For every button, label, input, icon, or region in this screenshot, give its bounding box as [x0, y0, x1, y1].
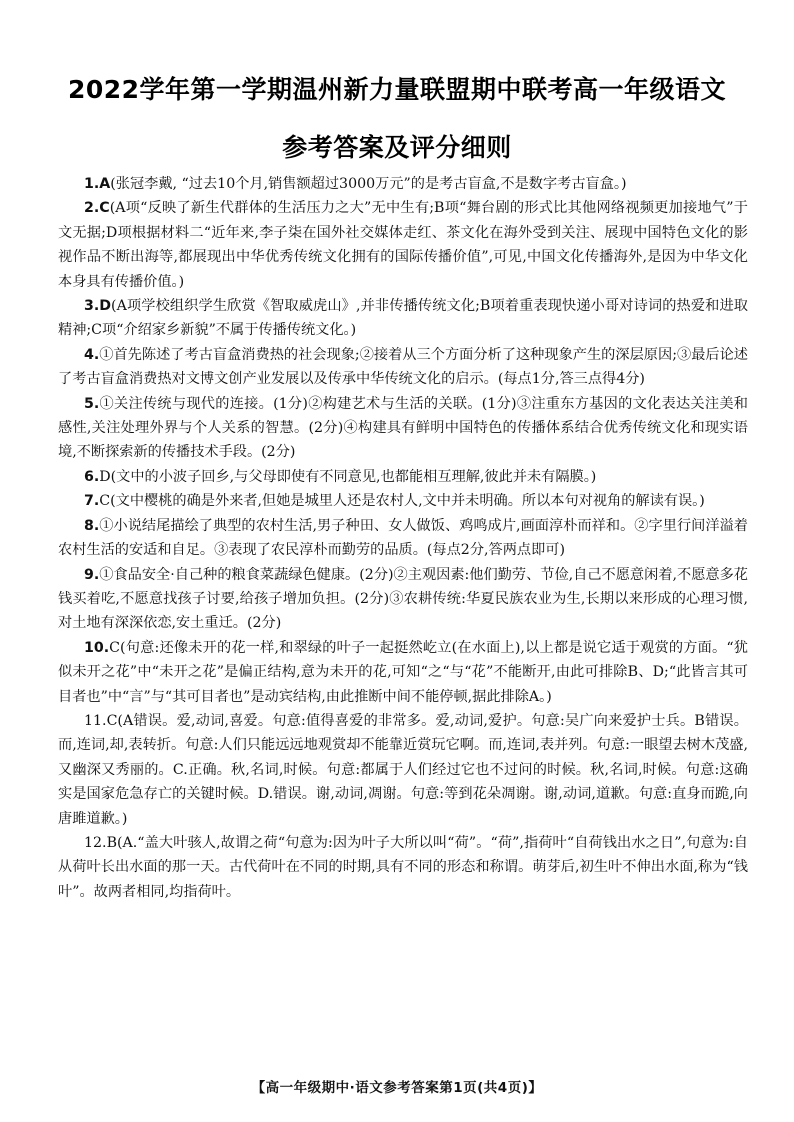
answer-number: 4. — [84, 346, 100, 363]
answer-item-3 — [58, 294, 748, 343]
answer-text: C(A错误。爱,动词,喜爱。句意:值得喜爱的非常多。爱,动词,爱护。句意:吴广向来爱护士兵。B错误。而,连词,却,表转折。句意:人们只能远远地观赏却不能靠近赏玩它啊。而,连词,表并列。句意:一眼望去树木茂盛,又幽深又秀丽的。C.正确。秋,名词,时候。句意:都属于人们经过它也不过问的时候。秋,名词,时候。句意:这确实是国家危急存亡的关键时候。D.错误。谢,动词,凋谢。句意:等到花朵凋谢。谢,动词,道歉。句意:直身而跪,向唐雎道歉。) — [58, 712, 748, 827]
answer-item-7 — [58, 489, 748, 513]
answer-number: 10. — [84, 639, 110, 656]
answer-item-4 — [58, 343, 748, 392]
answer-number: 8. — [84, 517, 100, 534]
answer-item-5 — [58, 392, 748, 465]
answer-number: 2.C — [84, 200, 110, 217]
answer-text: D(文中的小波子回乡,与父母即使有不同意见,也都能相互理解,彼此并未有隔膜。) — [99, 468, 597, 485]
answer-item-9 — [58, 563, 748, 636]
answer-text: (张冠李戴, “过去10个月,销售额超过3000万元”的是考古盲盒,不是数字考古盲盒。) — [110, 176, 627, 192]
answer-number: 7. — [84, 493, 100, 510]
answer-text: ①食品安全·自己种的粮食菜蔬绿色健康。(2分)②主观因素:他们勤劳、节俭,自己不愿意闲着,不愿意多花钱买着吃,不愿意找孩子讨要,给孩子增加负担。(2分)③农耕传统:华夏民族农业为生,长期以来形成的心理习惯,对土地有深深依恋,安土重迁。(2分) — [58, 566, 748, 632]
page-footer: 【高一年级期中·语文参考答案第1页(共4页)】 — [251, 1080, 543, 1096]
answer-text: C(文中樱桃的确是外来者,但她是城里人还是农村人,文中并未明确。所以本句对视角的解读有误。) — [99, 493, 705, 510]
answer-number: 1.A — [84, 176, 111, 192]
answer-item-12 — [58, 831, 748, 904]
answer-item-10 — [58, 636, 748, 709]
answer-text: C(句意:还像未开的花一样,和翠绿的叶子一起挺然屹立(在水面上),以上都是说它适于观赏的方面。“犹似未开之花”中“未开之花”是偏正结构,意为未开的花,可知“之“与“花”不能断开,由此可排除B、D;“此皆言其可目者也”中“言”与“其可目者也”是动宾结构,由此推断中间不能停顿,据此排除A。) — [58, 639, 748, 705]
answer-list — [58, 172, 748, 904]
answer-item-8 — [58, 514, 748, 563]
answer-text: ①首先陈述了考古盲盒消费热的社会现象;②接着从三个方面分析了这种现象产生的深层原因;③最后论述了考古盲盒消费热对文博文创产业发展以及传承中华传统文化的启示。(每点1分,答三点得4分) — [58, 346, 748, 388]
document-subtitle: 参考答案及评分细则 — [282, 133, 512, 162]
answer-number: 3.D — [84, 298, 112, 315]
answer-text: (A项学校组织学生欣赏《智取威虎山》,并非传播传统文化;B项着重表现快递小哥对诗词的热爱和进取精神;C项“介绍家乡新貌”不属于传播传统文化。) — [58, 298, 748, 339]
answer-item-11 — [58, 709, 748, 831]
answer-number: 5. — [84, 395, 100, 412]
answer-number: 6. — [84, 468, 100, 485]
answer-item-2 — [58, 196, 748, 294]
answer-number: 12. — [84, 834, 107, 851]
document-title: 2022学年第一学期温州新力量联盟期中联考高一年级语文 — [67, 75, 727, 104]
answer-text: ①关注传统与现代的连接。(1分)②构建艺术与生活的关联。(1分)③注重东方基因的文化表达关注美和感性,关注处理外界与个人关系的智慧。(2分)④构建具有鲜明中国特色的传播体系结合优秀传统文化和现实语境,不断探索新的传播技术手段。(2分) — [58, 395, 748, 461]
answer-item-1 — [58, 172, 748, 196]
answer-item-6 — [58, 465, 748, 489]
answer-number: 9. — [84, 566, 100, 583]
answer-text: (A项“反映了新生代群体的生活压力之大”无中生有;B项“舞台剧的形式比其他网络视频更加接地气”于文无据;D项根据材料二“近年来,李子柒在国外社交媒体走红、茶文化在海外受到关注、展现中国特色文化的影视作品不断出海等,都展现出中华优秀传统文化拥有的国际传播价值”,可见,中国文化传播海外,是因为中华文化本身具有传播价值。) — [58, 200, 748, 290]
answer-number: 11. — [84, 712, 107, 729]
answer-text: B(A.“盖大叶骇人,故谓之荷“句意为:因为叶子大所以叫“荷”。“荷”,指荷叶“自荷钱出水之日”,句意为:自从荷叶长出水面的那一天。古代荷叶在不同的时期,具有不同的形态和称谓。萌芽后,初生叶不伸出水面,称为“钱叶”。故两者相同,均指荷叶。 — [58, 834, 748, 900]
answer-text: ①小说结尾描绘了典型的农村生活,男子种田、女人做饭、鸡鸣成片,画面淳朴而祥和。②字里行间洋溢着农村生活的安适和自足。③表现了农民淳朴而勤劳的品质。(每点2分,答两点即可) — [58, 517, 748, 559]
